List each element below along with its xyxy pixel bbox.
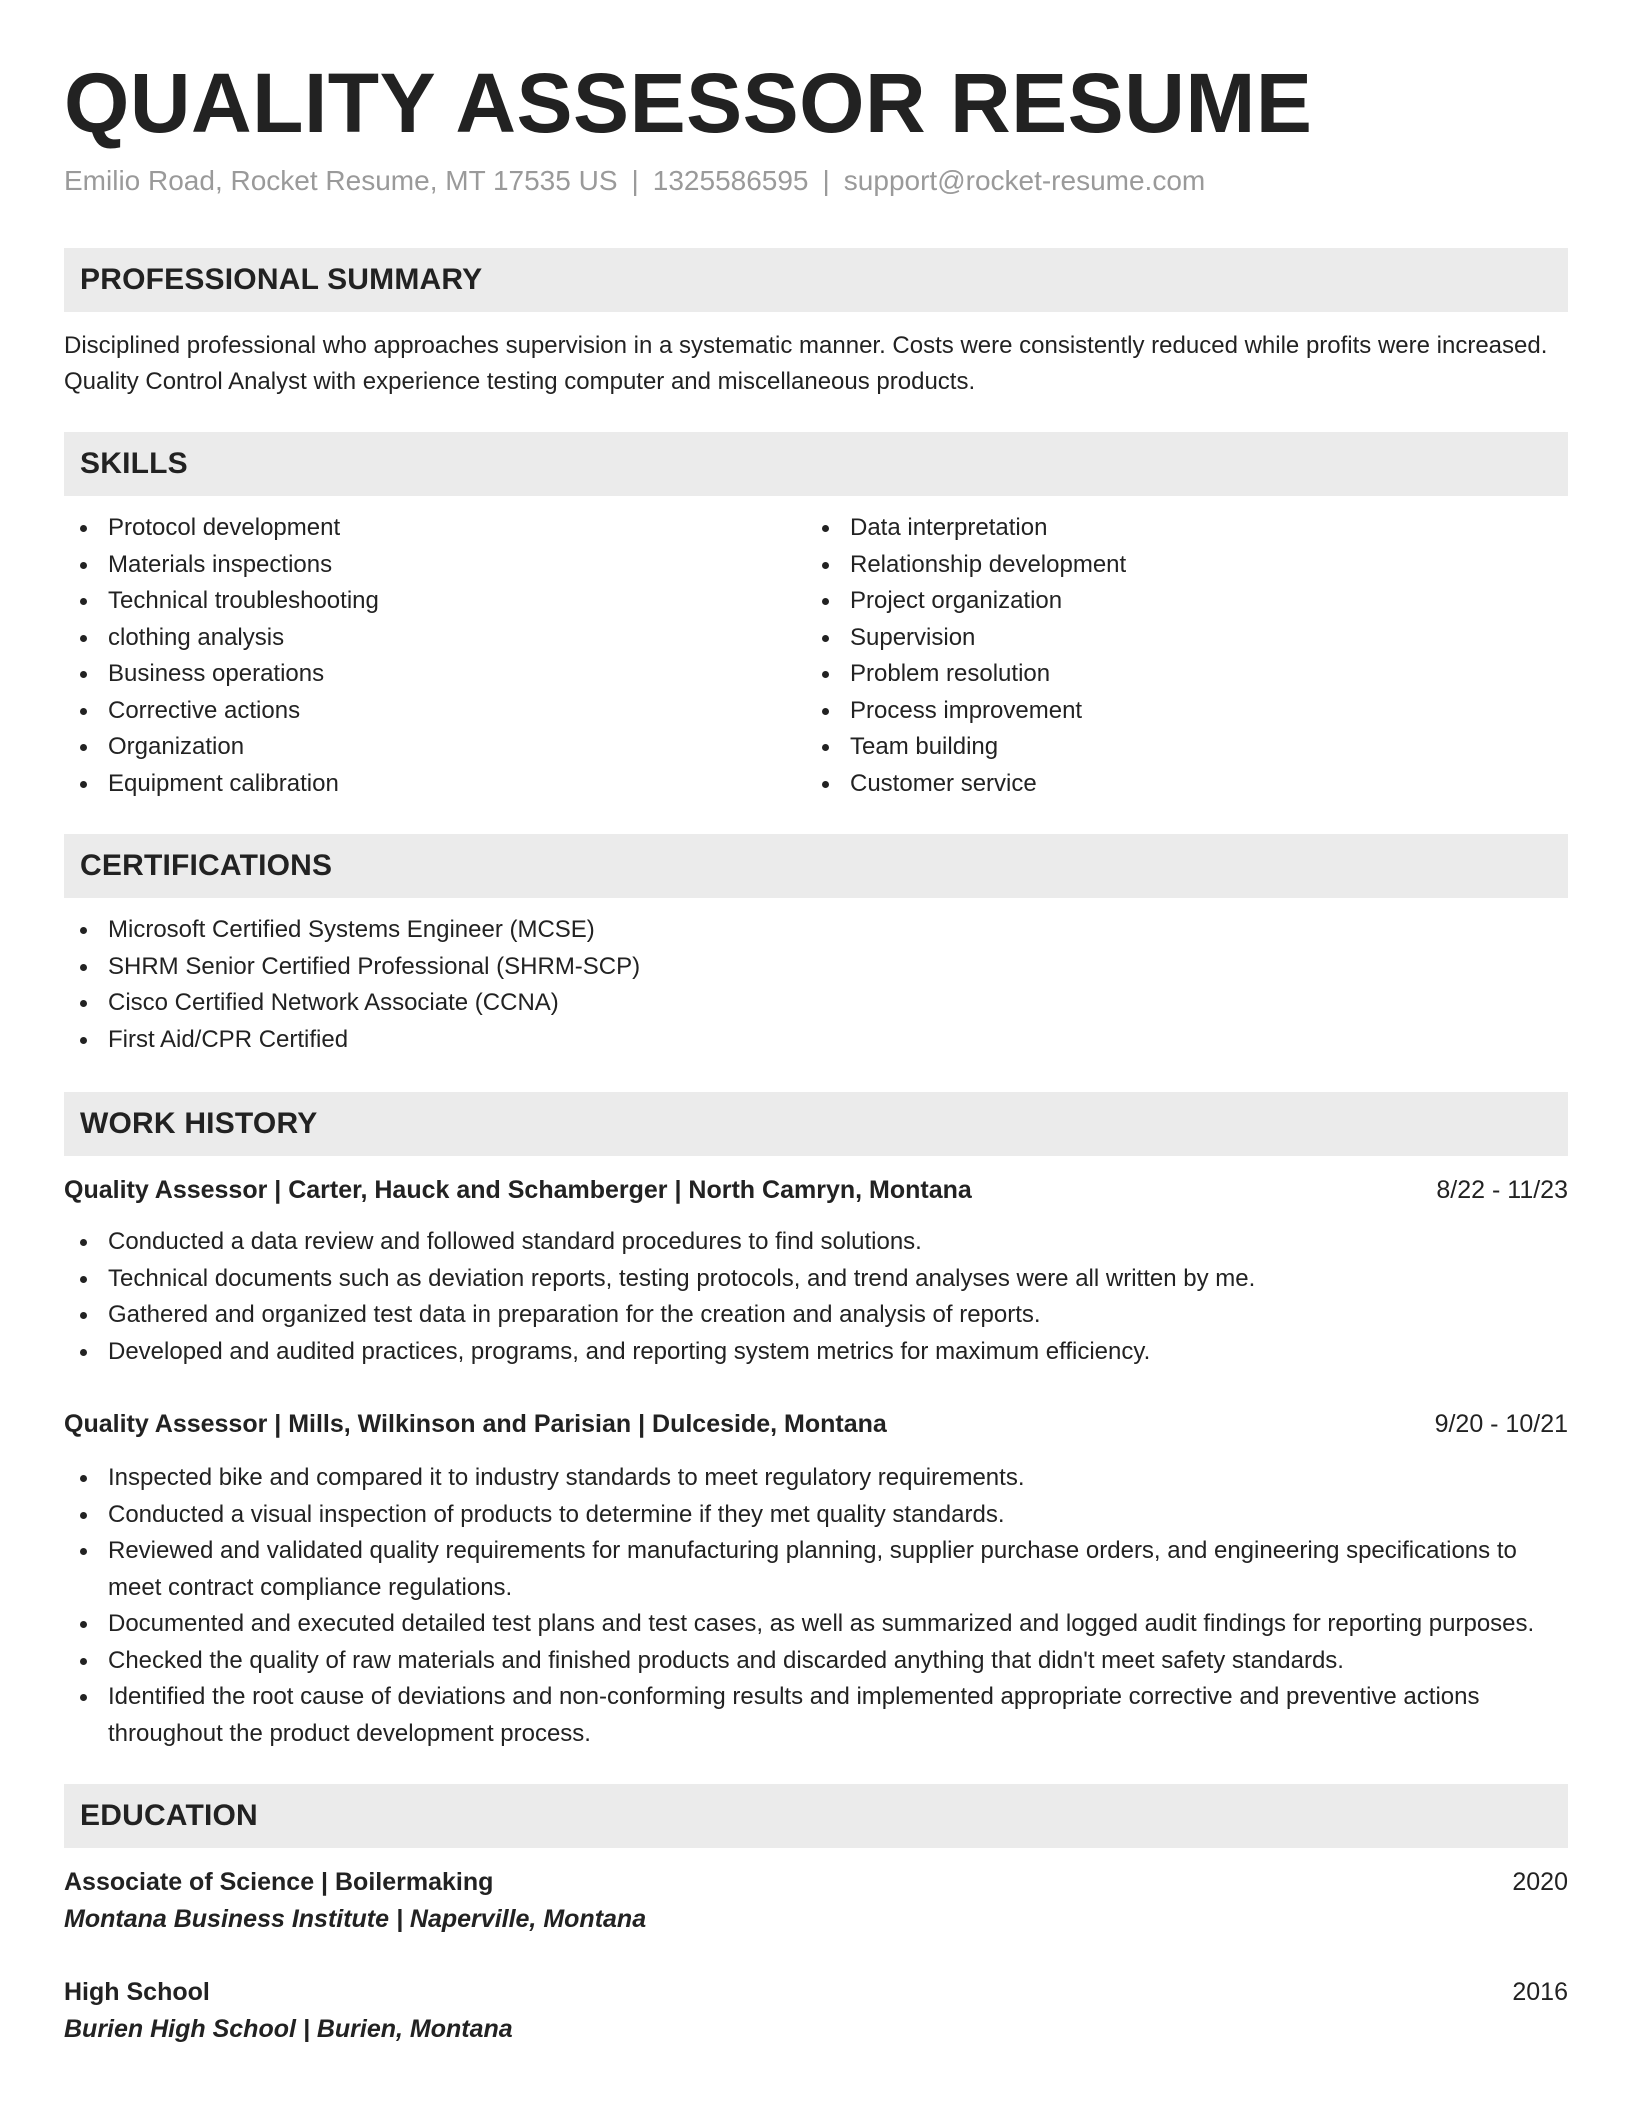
section-header-certifications: CERTIFICATIONS (64, 834, 1568, 898)
certification-item: SHRM Senior Certified Professional (SHRM-SCP) (64, 949, 1568, 986)
job-bullet: Checked the quality of raw materials and finished products and discarded anything that didn't meet safety standards. (64, 1643, 1568, 1680)
skill-item: Customer service (806, 766, 1548, 803)
education-entry (64, 1864, 1568, 1938)
job-bullets (64, 1460, 1568, 1752)
job-bullet: Conducted a data review and followed standard procedures to find solutions. (64, 1224, 1568, 1261)
job-title: Quality Assessor | Mills, Wilkinson and Parisian | Dulceside, Montana (64, 1410, 887, 1438)
job-dates: 9/20 - 10/21 (1434, 1410, 1568, 1438)
skills-list (64, 510, 1568, 802)
job-bullet: Inspected bike and compared it to industry standards to meet regulatory requirements. (64, 1460, 1568, 1497)
skill-item: Corrective actions (64, 693, 806, 730)
job-bullet: Technical documents such as deviation reports, testing protocols, and trend analyses were all written by me. (64, 1261, 1568, 1298)
certification-item: First Aid/CPR Certified (64, 1022, 1568, 1059)
job-title: Quality Assessor | Carter, Hauck and Schamberger | North Camryn, Montana (64, 1176, 972, 1204)
job-bullet: Reviewed and validated quality requirements for manufacturing planning, supplier purchase orders, and engineering specifications to meet contract compliance regulations. (64, 1533, 1568, 1606)
contact-separator: | (631, 165, 639, 196)
job-bullet: Gathered and organized test data in preparation for the creation and analysis of reports. (64, 1297, 1568, 1334)
education-entry (64, 1974, 1568, 2048)
skill-item: Technical troubleshooting (64, 583, 806, 620)
resume-title: QUALITY ASSESSOR RESUME (64, 56, 1313, 150)
job-entry (64, 1406, 1568, 1752)
skill-item: Organization (64, 729, 806, 766)
skill-item: Process improvement (806, 693, 1548, 730)
education-degree: Associate of Science | Boilermaking (64, 1868, 494, 1896)
education-school: Burien High School | Burien, Montana (64, 2015, 513, 2043)
job-bullet: Developed and audited practices, programs, and reporting system metrics for maximum efficiency. (64, 1334, 1568, 1371)
job-title-row (64, 1406, 1568, 1442)
skill-item: Problem resolution (806, 656, 1548, 693)
contact-separator: | (822, 165, 830, 196)
contact-email: support@rocket-resume.com (843, 165, 1206, 196)
section-header-work-history: WORK HISTORY (64, 1092, 1568, 1156)
job-bullets (64, 1224, 1568, 1370)
education-degree: High School (64, 1978, 210, 2006)
skill-item: clothing analysis (64, 620, 806, 657)
skill-item: Materials inspections (64, 547, 806, 584)
education-year: 2020 (1512, 1868, 1568, 1896)
job-bullet: Documented and executed detailed test plans and test cases, as well as summarized and logged audit findings for reporting purposes. (64, 1606, 1568, 1643)
skill-item: Business operations (64, 656, 806, 693)
education-row (64, 1864, 1568, 1900)
section-header-education: EDUCATION (64, 1784, 1568, 1848)
section-header-skills: SKILLS (64, 432, 1568, 496)
job-dates: 8/22 - 11/23 (1436, 1176, 1568, 1204)
certifications-list (64, 912, 1568, 1058)
job-title-row (64, 1172, 1568, 1208)
contact-phone: 1325586595 (652, 165, 809, 196)
skill-item: Data interpretation (806, 510, 1548, 547)
job-entry (64, 1172, 1568, 1370)
skills-column-right (806, 510, 1548, 802)
certification-item: Microsoft Certified Systems Engineer (MCSE) (64, 912, 1568, 949)
job-bullet: Conducted a visual inspection of products to determine if they met quality standards. (64, 1497, 1568, 1534)
education-row (64, 1974, 1568, 2010)
skill-item: Relationship development (806, 547, 1548, 584)
contact-address: Emilio Road, Rocket Resume, MT 17535 US (64, 165, 618, 196)
skill-item: Project organization (806, 583, 1548, 620)
skills-column-left (64, 510, 806, 802)
education-year: 2016 (1512, 1978, 1568, 2006)
skill-item: Protocol development (64, 510, 806, 547)
section-header-summary: PROFESSIONAL SUMMARY (64, 248, 1568, 312)
certification-item: Cisco Certified Network Associate (CCNA) (64, 985, 1568, 1022)
contact-line (64, 164, 1568, 198)
skill-item: Supervision (806, 620, 1548, 657)
skill-item: Equipment calibration (64, 766, 806, 803)
summary-text: Disciplined professional who approaches supervision in a systematic manner. Costs were consistently reduced while profits were increased. Quality Control Analyst with experience testing computer and miscellaneous products. (64, 332, 1548, 395)
job-bullet: Identified the root cause of deviations and non-conforming results and implemented appropriate corrective and preventive actions throughout the product development process. (64, 1679, 1568, 1752)
education-school: Montana Business Institute | Naperville, Montana (64, 1905, 647, 1933)
skill-item: Team building (806, 729, 1548, 766)
